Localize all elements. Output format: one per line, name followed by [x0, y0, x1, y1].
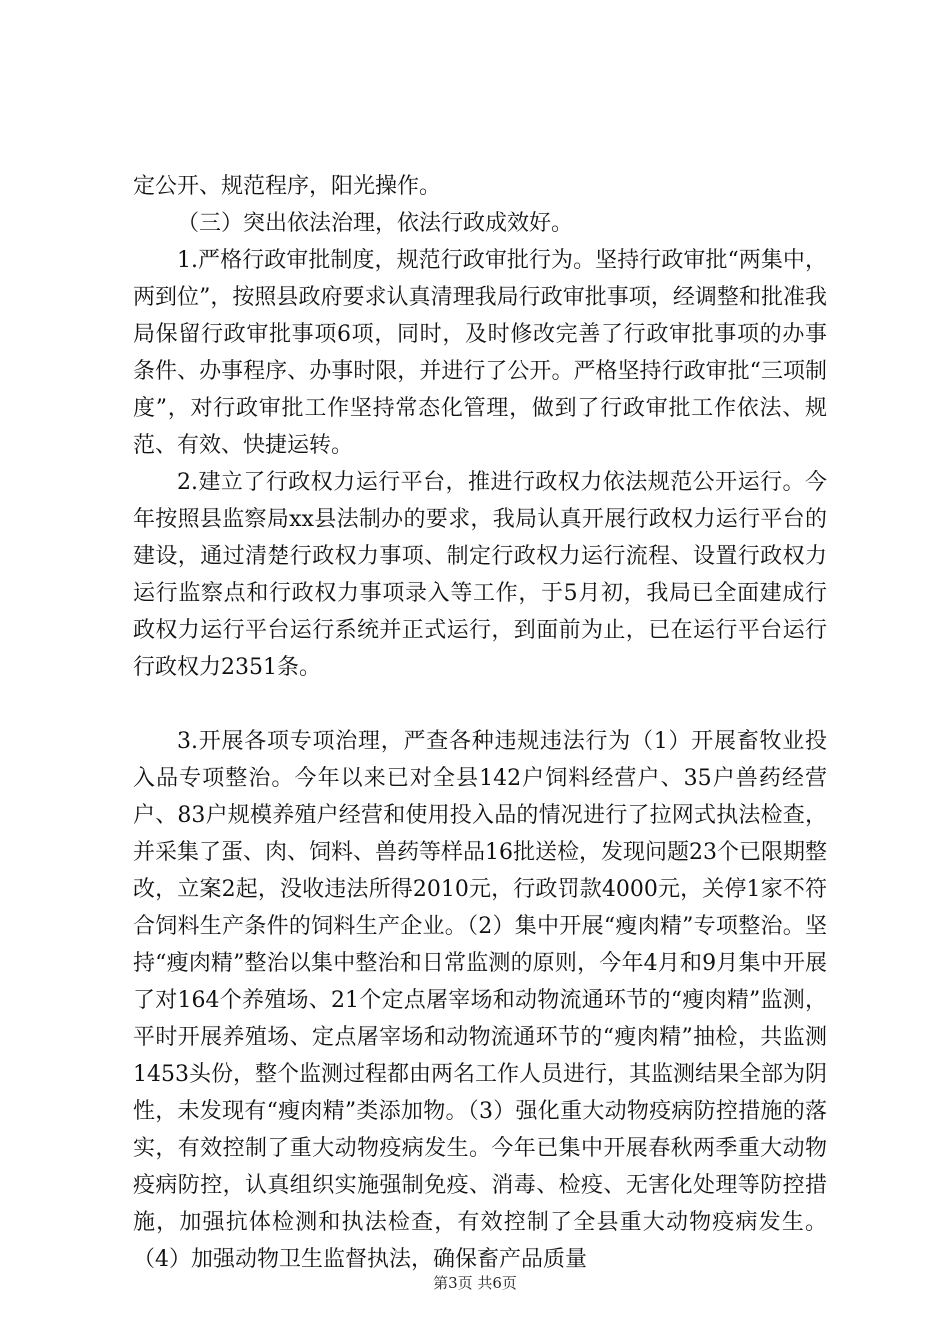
page-footer: 第3页 共6页 [433, 1274, 517, 1292]
section-heading: （三）突出依法治理，依法行政成效好。 [177, 211, 574, 236]
document-body [133, 168, 827, 1278]
paragraph-item-2: 2.建立了行政权力运行平台，推进行政权力依法规范公开运行。今年按照县监察局xx县法制办的要求，我局认真开展行政权力运行平台的建设，通过清楚行政权力事项、制定行政权力运行流程、设置行政权力运行监察点和行政权力事项录入等工作，于5月初，我局已全面建成行政权力运行平台运行系统并正式运行，到面前为止，已在运行平台运行行政权力2351条。 [133, 470, 827, 680]
paragraph-item-1: 1.严格行政审批制度，规范行政审批行为。坚持行政审批“两集中，两到位”，按照县政府要求认真清理我局行政审批事项，经调整和批准我局保留行政审批事项6项，同时，及时修改完善了行政审批事项的办事条件、办事程序、办事时限，并进行了公开。严格坚持行政审批“三项制度”，对行政审批工作坚持常态化管理，做到了行政审批工作依法、规范、有效、快捷运转。 [133, 248, 827, 458]
paragraph-item-3: 3.开展各项专项治理，严查各种违规违法行为（1）开展畜牧业投入品专项整治。今年以来已对全县142户饲料经营户、35户兽药经营户、83户规模养殖户经营和使用投入品的情况进行了拉网式执法检查，并采集了蛋、肉、饲料、兽药等样品16批送检，发现问题23个已限期整改，立案2起，没收违法所得2010元，行政罚款4000元，关停1家不符合饲料生产条件的饲料生产企业。（2）集中开展“瘦肉精”专项整治。坚持“瘦肉精”整治以集中整治和日常监测的原则，今年4月和9月集中开展了对164个养殖场、21个定点屠宰场和动物流通环节的“瘦肉精”监测，平时开展养殖场、定点屠宰场和动物流通环节的“瘦肉精”抽检，共监测1453头份，整个监测过程都由两名工作人员进行，其监测结果全部为阴性，未发现有“瘦肉精”类添加物。（3）强化重大动物疫病防控措施的落实，有效控制了重大动物疫病发生。今年已集中开展春秋两季重大动物疫病防控，认真组织实施强制免疫、消毒、检疫、无害化处理等防控措施，加强抗体检测和执法检查，有效控制了全县重大动物疫病发生。（4）加强动物卫生监督执法，确保畜产品质量 [133, 729, 827, 1272]
paragraph-continuation: 定公开、规范程序，阳光操作。 [133, 174, 442, 199]
paragraph-spacer [133, 686, 827, 723]
